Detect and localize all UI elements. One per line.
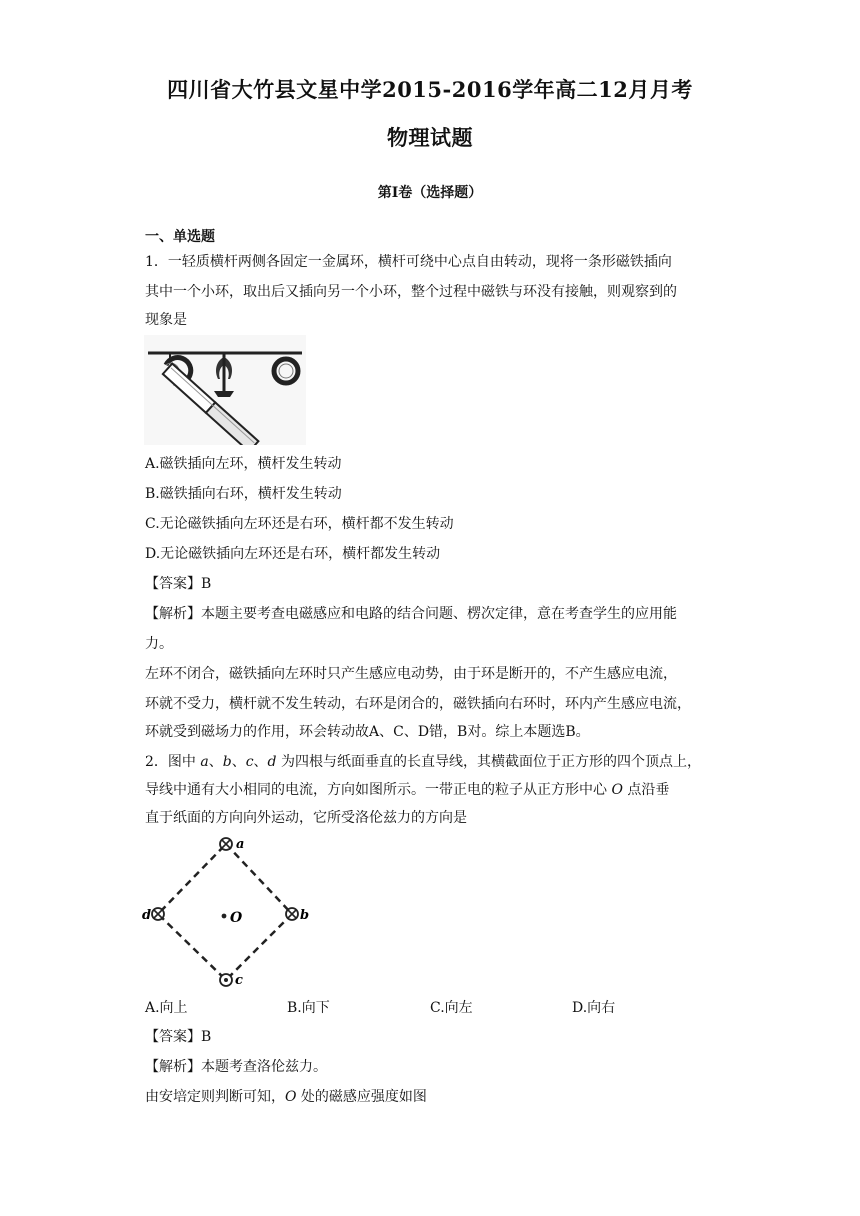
q2-stem-text: 为四根与纸面垂直的长直导线，其横截面位于正方形的四个顶点上， [276, 754, 701, 770]
var-o: O [611, 782, 623, 798]
q1-stem-line: 其中一个小环，取出后又插向另一个小环，整个过程中磁铁与环没有接触，则观察到的 [145, 284, 677, 300]
part-heading: 第I卷（选择题） [377, 185, 483, 201]
q1-stem-line: 现象是 [145, 312, 187, 328]
label-b: b [300, 908, 310, 923]
q1-option-d: D.无论磁铁插向左环还是右环，横杆都发生转动 [145, 546, 441, 562]
q2-option-d: D.向右 [572, 1000, 616, 1016]
q2-analysis-text: 由安培定则判断可知， [145, 1089, 285, 1105]
q2-answer: 【答案】B [145, 1029, 212, 1045]
wire-a-into-page-icon [220, 838, 232, 850]
q2-option-c: C.向左 [430, 1000, 473, 1016]
label-d: d [142, 908, 152, 923]
q2-analysis-line: 【解析】本题考查洛伦兹力。 [145, 1059, 327, 1075]
q2-analysis-text: 处的磁感应强度如图 [296, 1089, 427, 1105]
square-outline [158, 844, 292, 980]
wire-c-out-of-page-icon [220, 974, 232, 986]
q2-stem-line [145, 780, 725, 800]
label-a: a [236, 837, 245, 852]
wire-d-into-page-icon [152, 908, 164, 920]
q2-stem-text: 2．图中 [145, 754, 201, 770]
separator: 、 [231, 754, 246, 770]
center-point-o [222, 914, 227, 919]
label-c: c [235, 973, 243, 988]
document-title: 四川省大竹县文星中学2015-2016学年高二12月月考 [167, 77, 693, 102]
q2-stem-text: 点沿垂 [622, 782, 670, 798]
q1-analysis-line: 环就不受力，横杆就不发生转动，右环是闭合的，磁铁插向右环时，环内产生感应电流， [145, 696, 691, 712]
q1-analysis-line: 环就受到磁场力的作用，环会转动故A、C、D错，B对。综上本题选B。 [145, 724, 590, 740]
q1-magnet-rings-figure [144, 335, 306, 445]
q1-analysis-line: 力。 [145, 636, 173, 652]
q2-option-b: B.向下 [287, 1000, 330, 1016]
q2-stem-text: 导线中通有大小相同的电流，方向如图所示。一带正电的粒子从正方形中心 [145, 782, 612, 798]
q2-stem-line [145, 752, 725, 772]
var-b: b [222, 754, 232, 770]
q1-stem-line: 1．一轻质横杆两侧各固定一金属环，横杆可绕中心点自由转动，现将一条形磁铁插向 [145, 254, 672, 270]
var-d: d [267, 754, 277, 770]
q1-option-a: A.磁铁插向左环，横杆发生转动 [145, 456, 342, 472]
q1-option-b: B.磁铁插向右环，横杆发生转动 [145, 486, 342, 502]
document-subtitle: 物理试题 [387, 125, 473, 150]
q2-square-wires-figure [140, 830, 310, 988]
var-c: c [245, 754, 254, 770]
q1-analysis-line: 【解析】本题主要考查电磁感应和电路的结合问题、楞次定律，意在考查学生的应用能 [145, 606, 677, 622]
separator: 、 [253, 754, 268, 770]
q2-option-a: A.向上 [145, 1000, 188, 1016]
label-o: O [230, 910, 243, 926]
separator: 、 [208, 754, 223, 770]
q1-answer: 【答案】B [145, 576, 212, 592]
q2-stem-line: 直于纸面的方向向外运动，它所受洛伦兹力的方向是 [145, 810, 467, 826]
q1-option-c: C.无论磁铁插向左环还是右环，横杆都不发生转动 [145, 516, 454, 532]
q1-analysis-line: 左环不闭合，磁铁插向左环时只产生感应电动势，由于环是断开的，不产生感应电流， [145, 666, 677, 682]
var-o: O [285, 1089, 297, 1105]
var-a: a [200, 754, 209, 770]
wire-b-into-page-icon [286, 908, 298, 920]
q2-analysis-line [145, 1087, 725, 1107]
section-heading: 一、单选题 [145, 229, 215, 245]
